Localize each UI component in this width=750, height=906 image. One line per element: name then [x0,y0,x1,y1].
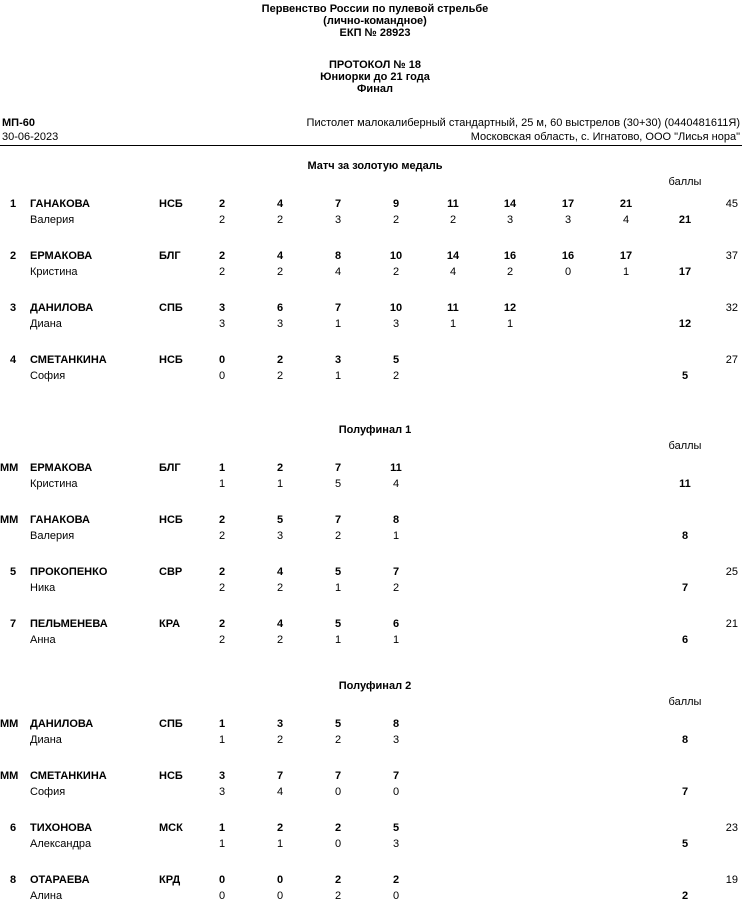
series-score: 4 [449,266,457,278]
series-score: 5 [334,478,342,490]
athlete-last-name: ОТАРАЕВА [30,874,90,886]
total-points: 21 [678,214,692,226]
athlete-region: КРА [159,618,181,630]
series-score: 2 [506,266,514,278]
athlete-row [0,354,750,386]
cumulative-score: 4 [276,198,284,210]
athlete-first-name: Алина [30,890,63,902]
athlete-first-name: Диана [30,318,62,330]
series-score: 2 [276,634,284,646]
athlete-first-name: Валерия [30,214,75,226]
series-score: 3 [392,318,400,330]
series-score: 1 [276,478,284,490]
qualification-score: 27 [725,354,738,366]
cumulative-score: 2 [392,874,400,886]
series-score: 2 [334,890,342,902]
event-code: ЕКП № 28923 [339,27,411,39]
athlete-place: 7 [10,618,17,630]
athlete-row [0,514,750,546]
cumulative-score: 9 [392,198,400,210]
cumulative-score: 7 [276,770,284,782]
cumulative-score: 2 [334,874,342,886]
qualification-score: 32 [725,302,738,314]
cumulative-score: 8 [392,514,400,526]
cumulative-score: 2 [276,354,284,366]
section-title: Полуфинал 1 [338,424,412,436]
qualification-score: 19 [725,874,738,886]
cumulative-score: 8 [392,718,400,730]
cumulative-score: 12 [503,302,517,314]
total-points: 17 [678,266,692,278]
series-score: 2 [276,266,284,278]
series-score: 1 [449,318,457,330]
series-score: 2 [218,266,226,278]
athlete-place: 3 [10,302,17,314]
cumulative-score: 7 [334,198,342,210]
cumulative-score: 7 [334,514,342,526]
cumulative-score: 3 [276,718,284,730]
series-score: 0 [392,890,400,902]
series-score: 2 [392,214,400,226]
athlete-place: ММ [0,462,19,474]
total-points: 8 [681,530,689,542]
athlete-first-name: София [30,786,66,798]
athlete-place: 5 [10,566,17,578]
total-points: 11 [679,478,691,490]
athlete-first-name: Кристина [30,266,78,278]
series-score: 4 [334,266,342,278]
cumulative-score: 5 [334,618,342,630]
series-score: 2 [276,734,284,746]
event-title: Первенство России по пулевой стрельбе [261,3,489,15]
athlete-region: МСК [159,822,183,834]
cumulative-score: 5 [276,514,284,526]
protocol-number: ПРОТОКОЛ № 18 [329,59,421,71]
athlete-place: 6 [10,822,17,834]
cumulative-score: 5 [334,566,342,578]
cumulative-score: 17 [561,198,575,210]
cumulative-score: 6 [276,302,284,314]
athlete-last-name: ПРОКОПЕНКО [30,566,108,578]
cumulative-score: 14 [446,250,460,262]
athlete-row [0,198,750,230]
series-score: 0 [276,890,284,902]
athlete-row [0,718,750,750]
cumulative-score: 17 [619,250,633,262]
cumulative-score: 2 [218,514,226,526]
cumulative-score: 1 [218,462,226,474]
athlete-region: БЛГ [159,250,181,262]
athlete-region: НСБ [159,198,183,210]
athlete-region: НСБ [159,354,183,366]
cumulative-score: 1 [218,718,226,730]
series-score: 1 [218,478,226,490]
series-score: 3 [218,786,226,798]
total-points: 2 [681,890,689,902]
points-column-label: баллы [668,440,702,452]
series-score: 4 [276,786,284,798]
series-score: 2 [392,582,400,594]
athlete-row [0,770,750,802]
athlete-region: НСБ [159,770,183,782]
athlete-row [0,462,750,494]
cumulative-score: 14 [503,198,517,210]
section-title: Матч за золотую медаль [307,160,443,172]
cumulative-score: 7 [392,566,400,578]
athlete-region: СПБ [159,718,183,730]
cumulative-score: 21 [619,198,633,210]
cumulative-score: 2 [218,250,226,262]
series-score: 3 [506,214,514,226]
cumulative-score: 0 [218,354,226,366]
cumulative-score: 7 [334,462,342,474]
cumulative-score: 3 [218,302,226,314]
cumulative-score: 8 [334,250,342,262]
athlete-row [0,874,750,906]
cumulative-score: 0 [218,874,226,886]
cumulative-score: 5 [334,718,342,730]
cumulative-score: 3 [218,770,226,782]
series-score: 2 [218,582,226,594]
series-score: 2 [334,734,342,746]
athlete-last-name: СМЕТАНКИНА [30,354,107,366]
series-score: 3 [564,214,572,226]
series-score: 2 [276,582,284,594]
athlete-row [0,250,750,282]
athlete-last-name: СМЕТАНКИНА [30,770,107,782]
stage: Финал [357,83,393,95]
athlete-row [0,822,750,854]
athlete-first-name: Кристина [30,478,78,490]
total-points: 8 [681,734,689,746]
qualification-score: 25 [725,566,738,578]
athlete-last-name: ЕРМАКОВА [30,250,93,262]
series-score: 1 [334,634,342,646]
series-score: 1 [218,734,226,746]
athlete-row [0,566,750,598]
cumulative-score: 5 [392,354,400,366]
athlete-last-name: ГАНАКОВА [30,198,90,210]
athlete-first-name: Александра [30,838,92,850]
points-column-label: баллы [668,176,702,188]
athlete-region: СВР [159,566,183,578]
series-score: 1 [334,318,342,330]
total-points: 5 [681,370,689,382]
athlete-last-name: ЕРМАКОВА [30,462,93,474]
series-score: 0 [392,786,400,798]
total-points: 6 [681,634,689,646]
series-score: 4 [392,478,400,490]
athlete-place: ММ [0,718,19,730]
total-points: 12 [678,318,692,330]
cumulative-score: 7 [334,770,342,782]
section-title: Полуфинал 2 [338,680,412,692]
series-score: 3 [392,734,400,746]
athlete-place: 8 [10,874,17,886]
cumulative-score: 16 [503,250,517,262]
series-score: 0 [334,838,342,850]
cumulative-score: 2 [334,822,342,834]
athlete-region: НСБ [159,514,183,526]
qualification-score: 45 [725,198,738,210]
series-score: 2 [392,266,400,278]
series-score: 4 [622,214,630,226]
series-score: 2 [218,214,226,226]
series-score: 1 [622,266,630,278]
athlete-place: ММ [0,514,19,526]
series-score: 3 [276,530,284,542]
series-score: 2 [334,530,342,542]
cumulative-score: 2 [276,822,284,834]
cumulative-score: 4 [276,566,284,578]
series-score: 0 [334,786,342,798]
series-score: 1 [392,530,400,542]
series-score: 2 [218,530,226,542]
venue: Московская область, с. Игнатово, ООО "Лисья нора" [470,131,740,143]
qualification-score: 23 [725,822,738,834]
series-score: 2 [218,634,226,646]
athlete-place: 2 [10,250,17,262]
athlete-region: СПБ [159,302,183,314]
athlete-first-name: София [30,370,66,382]
series-score: 1 [218,838,226,850]
qualification-score: 21 [725,618,738,630]
cumulative-score: 1 [218,822,226,834]
cumulative-score: 5 [392,822,400,834]
series-score: 2 [392,370,400,382]
series-score: 0 [564,266,572,278]
series-score: 3 [392,838,400,850]
series-score: 0 [218,370,226,382]
athlete-last-name: ДАНИЛОВА [30,718,94,730]
athlete-place: 4 [10,354,17,366]
exercise-code: МП-60 [2,117,35,129]
series-score: 0 [218,890,226,902]
points-column-label: баллы [668,696,702,708]
series-score: 1 [392,634,400,646]
athlete-region: БЛГ [159,462,181,474]
event-subtitle: (лично-командное) [323,15,427,27]
series-score: 2 [276,214,284,226]
cumulative-score: 2 [218,566,226,578]
series-score: 3 [276,318,284,330]
category: Юниорки до 21 года [320,71,430,83]
series-score: 1 [334,370,342,382]
athlete-last-name: ПЕЛЬМЕНЕВА [30,618,108,630]
athlete-last-name: ТИХОНОВА [30,822,93,834]
cumulative-score: 7 [392,770,400,782]
cumulative-score: 10 [389,302,403,314]
athlete-first-name: Валерия [30,530,75,542]
cumulative-score: 6 [392,618,400,630]
series-score: 3 [334,214,342,226]
discipline: Пистолет малокалиберный стандартный, 25 м, 60 выстрелов (30+30) (0440481611Я) [306,117,740,129]
cumulative-score: 4 [276,618,284,630]
cumulative-score: 11 [390,462,402,474]
cumulative-score: 3 [334,354,342,366]
cumulative-score: 2 [276,462,284,474]
cumulative-score: 10 [389,250,403,262]
cumulative-score: 11 [447,302,459,314]
cumulative-score: 2 [218,198,226,210]
header-divider [0,145,742,146]
cumulative-score: 7 [334,302,342,314]
athlete-region: КРД [159,874,181,886]
cumulative-score: 2 [218,618,226,630]
qualification-score: 37 [725,250,738,262]
athlete-last-name: ГАНАКОВА [30,514,90,526]
total-points: 7 [681,582,689,594]
total-points: 7 [681,786,689,798]
cumulative-score: 16 [561,250,575,262]
athlete-last-name: ДАНИЛОВА [30,302,94,314]
series-score: 2 [449,214,457,226]
athlete-first-name: Ника [30,582,56,594]
athlete-first-name: Диана [30,734,62,746]
series-score: 3 [218,318,226,330]
cumulative-score: 0 [276,874,284,886]
cumulative-score: 11 [447,198,459,210]
series-score: 1 [276,838,284,850]
athlete-first-name: Анна [30,634,56,646]
total-points: 5 [681,838,689,850]
series-score: 2 [276,370,284,382]
athlete-place: 1 [10,198,17,210]
athlete-place: ММ [0,770,19,782]
athlete-row [0,618,750,650]
cumulative-score: 4 [276,250,284,262]
athlete-row [0,302,750,334]
series-score: 1 [334,582,342,594]
series-score: 1 [506,318,514,330]
competition-date: 30-06-2023 [2,131,59,143]
